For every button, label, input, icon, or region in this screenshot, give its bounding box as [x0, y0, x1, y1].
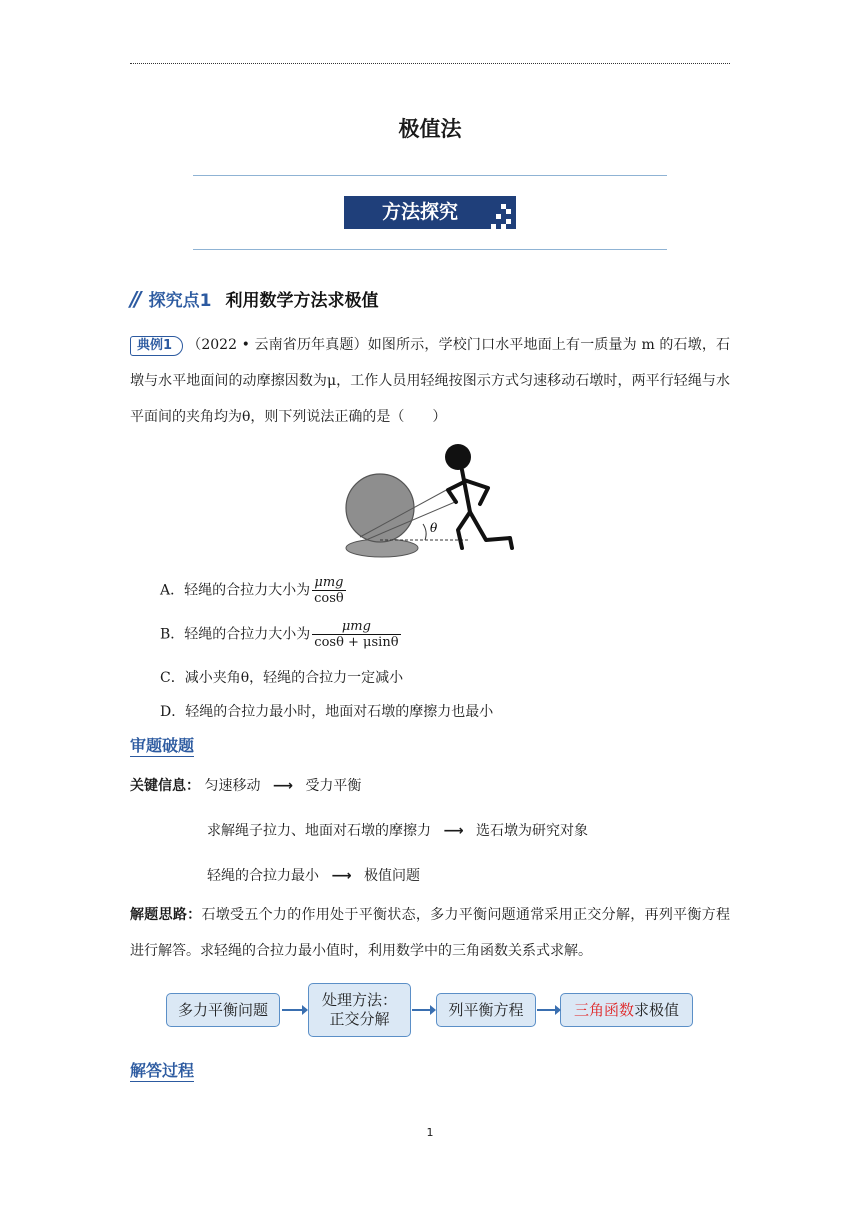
banner-bottom-rule [193, 249, 667, 250]
flow-arrow-icon [280, 1000, 310, 1020]
key-info-row [207, 820, 588, 840]
key-info-left: 轻绳的合拉力最小 [207, 868, 319, 884]
flow-step-4 [560, 993, 693, 1027]
angle-arc [423, 524, 426, 540]
key-info-right: 受力平衡 [305, 778, 362, 794]
person-leg [470, 512, 512, 548]
fraction-numerator: μmg [312, 619, 400, 635]
flow-step-4-highlight: 三角函数 [573, 1000, 634, 1019]
page-number: 1 [426, 1126, 434, 1139]
person-body [462, 470, 470, 512]
page-title: 极值法 [398, 117, 462, 141]
example-text: （2022 • 云南省历年真题）如图所示，学校门口水平地面上有一质量为 m 的石墩，石墩与水平地面间的动摩擦因数为μ，工作人员用轻绳按图示方式匀速移动石墩时，两平行轻绳与水平面间的夹角均为θ，则下列说法正确的是（ ） [130, 337, 730, 425]
section-number: 探究点1 [148, 291, 212, 311]
option-c: C．减小夹角θ，轻绳的合拉力一定减小 [160, 670, 404, 686]
example-paragraph [130, 327, 730, 435]
flow-step-4-rest: 求极值 [634, 1000, 680, 1019]
angle-label: θ [430, 521, 438, 535]
solution-heading: 解答过程 [130, 1058, 194, 1082]
arrow-icon: ⟶ [331, 868, 352, 884]
flow-step-2-line2: 正交分解 [329, 1010, 390, 1028]
option-b [160, 619, 401, 650]
stone-ball [346, 474, 414, 542]
section-heading [130, 286, 378, 311]
flow-step-2-line1: 处理方法： [321, 991, 397, 1009]
flow-arrow-icon [408, 1000, 438, 1020]
option-a [160, 575, 346, 606]
flow-arrow-icon [533, 1000, 563, 1020]
key-info-right: 极值问题 [363, 868, 420, 884]
idea-label: 解题思路： [130, 907, 202, 923]
fraction-numerator: μmg [312, 575, 346, 591]
option-d: D．轻绳的合拉力最小时，地面对石墩的摩擦力也最小 [160, 704, 494, 720]
arrow-icon: ⟶ [272, 778, 293, 794]
fraction-denominator: cosθ + μsinθ [314, 635, 399, 650]
key-info-left: 求解绳子拉力、地面对石墩的摩擦力 [207, 823, 431, 839]
fraction-denominator: cosθ [314, 591, 344, 606]
header-dotted-rule [130, 63, 730, 64]
key-info-left: 匀速移动 [204, 778, 261, 794]
analysis-heading: 审题破题 [130, 733, 194, 757]
banner-top-rule [193, 175, 667, 176]
option-b-fraction [312, 619, 400, 650]
person-leg [458, 512, 470, 548]
banner-label: 方法探究 [382, 201, 459, 223]
flow-step-1: 多力平衡问题 [166, 993, 280, 1027]
person-arm [448, 482, 464, 502]
stone-figure [340, 440, 520, 562]
solution-idea [130, 897, 730, 969]
idea-text: 石墩受五个力的作用处于平衡状态，多力平衡问题通常采用正交分解，再列平衡方程进行解答。求轻绳的合拉力最小值时，利用数学中的三角函数关系式求解。 [130, 907, 731, 959]
option-a-fraction [312, 575, 346, 606]
slash-icon: // [130, 287, 139, 311]
option-a-text: A．轻绳的合拉力大小为 [160, 582, 311, 599]
flow-step-3: 列平衡方程 [436, 993, 536, 1027]
section-title: 利用数学方法求极值 [225, 291, 379, 311]
key-info-row [130, 775, 361, 795]
arrow-icon: ⟶ [443, 823, 464, 839]
key-info-label: 关键信息： [130, 778, 200, 794]
example-tag: 典例1 [130, 336, 183, 356]
option-b-text: B．轻绳的合拉力大小为 [160, 626, 311, 643]
section-banner [344, 196, 516, 229]
flow-step-2 [308, 983, 411, 1037]
key-info-right: 选石墩为研究对象 [475, 823, 588, 839]
key-info-row [207, 865, 420, 885]
person-head [445, 444, 471, 470]
